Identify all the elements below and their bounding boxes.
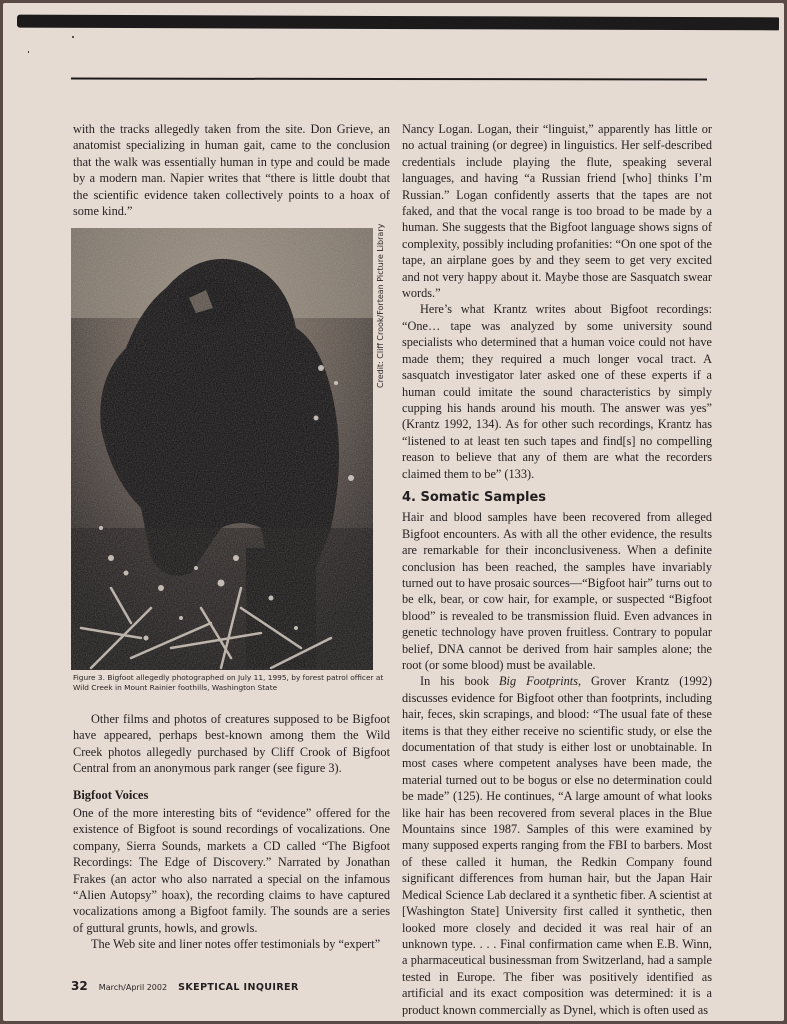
magazine-page <box>3 3 784 1021</box>
magazine-name: SKEPTICAL INQUIRER <box>178 982 299 993</box>
left-column-top <box>73 121 390 219</box>
book-prefix: In his book <box>420 674 500 689</box>
book-rest: , Grover Krantz (1992) discusses evidence for Bigfoot other than footprints, including hair, feces, skin scrapings, and blood: “The usual fate of these items is that they either receive no scientific study, or else the documentation of that study is either lost or unobtainable. In most cases where competent analyses have been made, the material turned out to be bogus or else no determination could be made” (125). He continues, “A large amount of what looks like hair has been recovered from several places in the Blue Mountains since 1987. Samples of this were examined by many supposed experts ranging from the FBI to barbers. Most of these called it human, the Redkin Company found significant differences from human hair, but the Japan Hair Medical Science Lab declared it a synthetic fiber. A scientist at [Washington State] University first called it synthetic, then looked more closely and decided it was real hair of an unknown type. . . . Final confirmation came when E.B. Winn, a pharmaceutical businessman from Switzerland, had a sample tested in Europe. The fiber was positively identified as artificial and its exact composition was determined: it is a product known commercially as Dynel, which is often used as <box>402 674 712 1017</box>
speck <box>28 51 29 53</box>
figure-caption: Figure 3. Bigfoot allegedly photographed on July 11, 1995, by forest patrol officer at Wild Creek in Mount Rainier foothills, Washington State <box>73 673 384 692</box>
intro-paragraph: with the tracks allegedly taken from the site. Don Grieve, an anatomist specializing in human gait, came to the conclusion that the walk was essentially human in type and could be made by a modern man. Napier writes that “there is little doubt that the scientific evidence taken collectively points to a hoax of some kind.” <box>73 122 390 219</box>
section-heading-bigfoot-voices: Bigfoot Voices <box>73 787 149 802</box>
page-number: 32 <box>71 979 88 993</box>
bigfoot-photo-icon <box>71 228 373 670</box>
photo-credit: Credit: Cliff Crook/Fortean Picture Library <box>376 223 385 388</box>
website-paragraph: The Web site and liner notes offer testimonials by “expert” <box>91 937 381 952</box>
krantz-recordings-paragraph: Here’s what Krantz writes about Bigfoot recordings: “One… tape was analyzed by some university sound specialists who determined that a human voice could not have made them; they required a much longer vocal tract. A sasquatch investigator later asked one of these experts if a human could imitate the sound characteristics by simply cupping his hands around his mouth. The answer was yes” (Krantz 1992, 134). As for other such recordings, Krantz has “listened to at least ten such tapes and find[s] no compelling reason to believe that any of them are what the recorders claimed them to be” (133). <box>402 302 712 481</box>
header-bar <box>17 15 779 31</box>
samples-paragraph: Hair and blood samples have been recovered from alleged Bigfoot encounters. As with all the other evidence, the results are remarkable for their inconclusiveness. When a definite conclusion has been reached, the samples have invariably turned out to have prosaic sources—“Bigfoot hair” turns out to be elk, bear, or cow hair, for example, or suspected “Bigfoot blood” is revealed to be transmission fluid. Even advances in genetic technology have proven fruitless. Contrary to popular belief, DNA cannot be derived from hair samples alone; the root (or some blood) must be available. <box>402 510 712 672</box>
big-footprints-paragraph <box>402 673 712 1018</box>
left-column-bottom <box>73 711 390 953</box>
section-heading-somatic-samples: 4. Somatic Samples <box>402 489 547 505</box>
speck <box>72 36 74 38</box>
issue-date: March/April 2002 <box>98 983 168 992</box>
right-column <box>402 121 712 1018</box>
header-rule <box>71 78 707 81</box>
book-title: Big Footprints <box>499 674 578 689</box>
voices-paragraph: One of the more interesting bits of “evidence” offered for the existence of Bigfoot is sound recordings of vocalizations. One company, Sierra Sounds, markets a CD called “The Bigfoot Recordings: The Edge of Discovery.” Narrated by Jonathan Frakes (an actor who also narrated a special on the infamous “Alien Autopsy” hoax), the recording claims to have captured vocalizations among a Bigfoot family. The sounds are a series of guttural grunts, howls, and growls. <box>73 806 390 935</box>
logan-paragraph: Nancy Logan. Logan, their “linguist,” apparently has little or no actual training (or degree) in linguistics. Her self-described credentials include playing the flute, speaking several languages, and having “a Russian friend [who] thinks I’m Russian.” Logan confidently asserts that the tapes are not faked, and that the vocal range is too broad to be made by a human. She suggests that the Bigfoot language shows signs of complexity, possibly including profanities: “On one spot of the tape, an airplane goes by and they seem to get very excited and not very happy about it. Maybe those are Sasquatch swear words.” <box>402 122 712 301</box>
films-paragraph: Other films and photos of creatures supposed to be Bigfoot have appeared, perhaps best-known among them the Wild Creek photos allegedly purchased by Cliff Crook of Bigfoot Central from an anonymous park ranger (see figure 3). <box>73 712 390 776</box>
page-footer <box>71 975 299 994</box>
bigfoot-photo <box>71 228 373 670</box>
